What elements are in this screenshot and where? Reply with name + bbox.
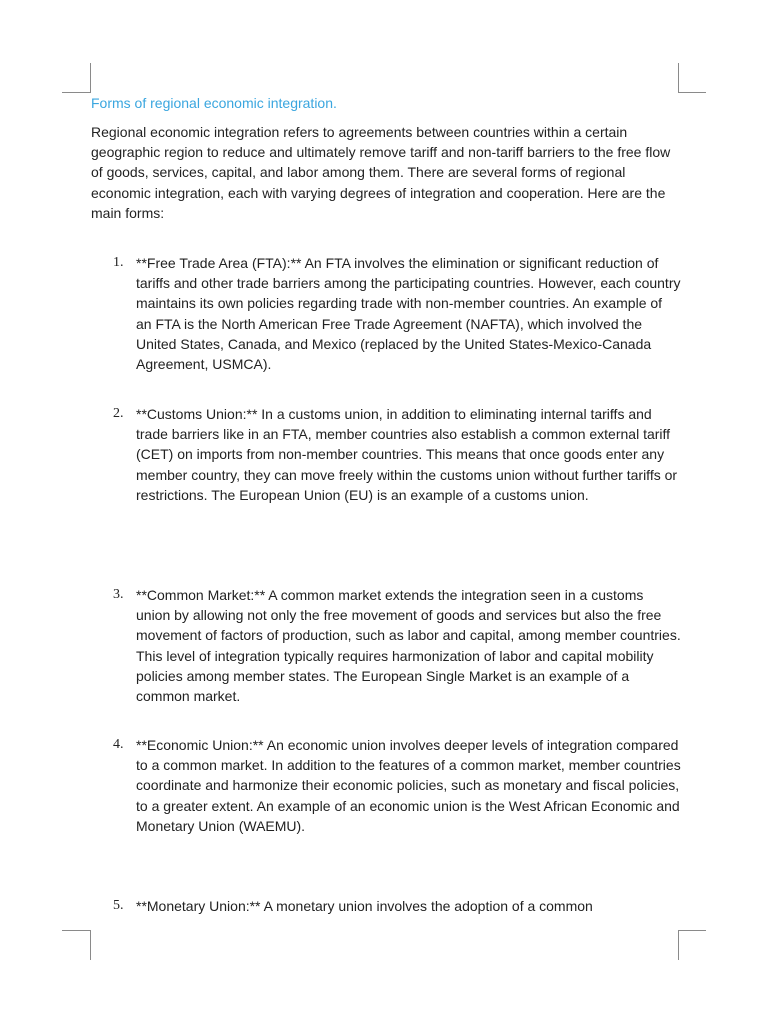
crop-mark-bottom-right-h: [678, 930, 706, 931]
crop-mark-top-right-h: [678, 92, 706, 93]
crop-mark-bottom-left-v: [90, 930, 91, 960]
crop-mark-bottom-left-h: [62, 930, 91, 931]
list-item-text: **Customs Union:** In a customs union, in addition to eliminating internal tariffs and trade barriers like in an FTA, member countries also establish a common external tariff (CET) on imports from non-member countries. This means that once goods enter any member country, they can move freely within the customs union without further tariffs or restrictions. The European Union (EU) is an example of a customs union.: [136, 406, 678, 503]
intro-paragraph: Regional economic integration refers to agreements between countries within a certain geographic region to reduce and ultimately remove tariff and non-tariff barriers to the free flow of goods, services, capital, and labor among them. There are several forms of regional economic integration, each with varying degrees of integration and cooperation. Here are the main forms:: [91, 124, 671, 221]
list-item-number: 2.: [113, 406, 124, 421]
list-item-number: 4.: [113, 737, 124, 752]
crop-mark-top-left-h: [62, 92, 91, 93]
crop-mark-top-left-v: [90, 63, 91, 93]
list-item-number: 1.: [113, 255, 124, 270]
list-item-number: 3.: [113, 587, 124, 602]
list-item-number: 5.: [113, 898, 124, 913]
crop-mark-top-right-v: [678, 63, 679, 93]
list-item-text: **Economic Union:** An economic union involves deeper levels of integration compared to a common market. In addition to the features of a common market, member countries coordinate and harmonize their economic policies, such as monetary and fiscal policies, to a greater extent. An example of an economic union is the West African Economic and Monetary Union (WAEMU).: [136, 737, 681, 834]
list-item-text: **Common Market:** A common market extends the integration seen in a customs union by allowing not only the free movement of goods and services but also the free movement of factors of production, such as labor and capital, among member countries. This level of integration typically requires harmonization of labor and capital mobility policies among member states. The European Single Market is an example of a common market.: [136, 587, 681, 705]
document-title: Forms of regional economic integration.: [91, 95, 337, 111]
list-item-text: **Free Trade Area (FTA):** An FTA involves the elimination or significant reduction of tariffs and other trade barriers among the participating countries. However, each country maintains its own policies regarding trade with non-member countries. An example of an FTA is the North American Free Trade Agreement (NAFTA), which involved the United States, Canada, and Mexico (replaced by the United States-Mexico-Canada Agreement, USMCA).: [136, 255, 681, 373]
crop-mark-bottom-right-v: [678, 930, 679, 960]
list-item-text: **Monetary Union:** A monetary union involves the adoption of a common: [136, 898, 593, 914]
